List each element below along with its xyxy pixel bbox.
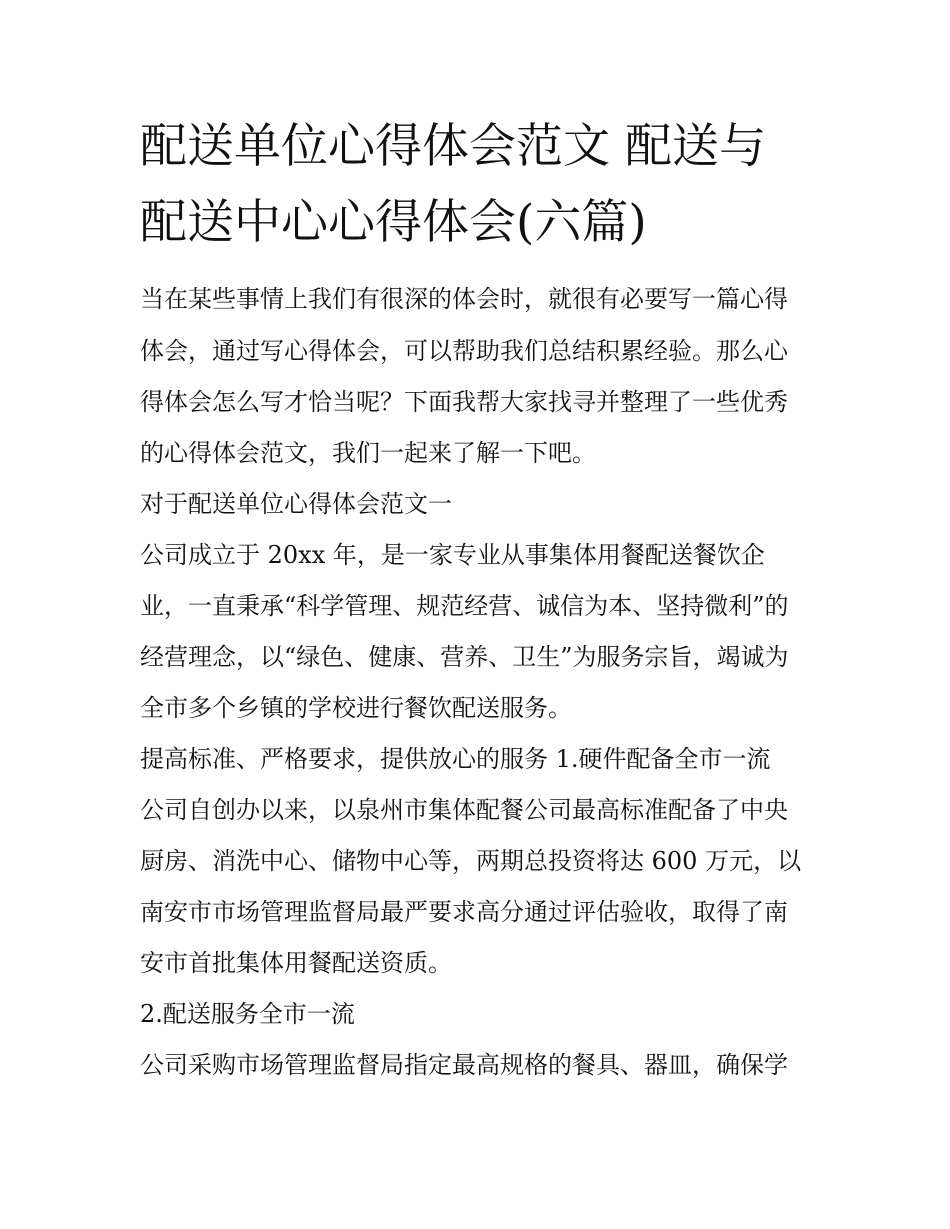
body-line: 当在某些事情上我们有很深的体会时，就很有必要写一篇心得 — [140, 285, 788, 313]
section-heading: 提高标准、严格要求，提供放心的服务 1.硬件配备全市一流 — [140, 745, 771, 773]
section-heading: 对于配送单位心得体会范文一 — [140, 490, 452, 518]
body-line: 业，一直秉承“科学管理、规范经营、诚信为本、坚持微利”的 — [140, 592, 789, 620]
document-title-line-1: 配送单位心得体会范文 配送与 — [140, 119, 766, 174]
document-title-line-2: 配送中心心得体会(六篇) — [140, 195, 647, 250]
body-line: 公司成立于 20xx 年，是一家专业从事集体用餐配送餐饮企 — [140, 541, 765, 569]
body-line: 公司自创办以来，以泉州市集体配餐公司最高标准配备了中央 — [140, 796, 788, 824]
body-line: 全市多个乡镇的学校进行餐饮配送服务。 — [140, 694, 572, 722]
body-line: 厨房、消洗中心、储物中心等，两期总投资将达 600 万元，以 — [140, 847, 802, 875]
body-line: 得体会怎么写才恰当呢？下面我帮大家找寻并整理了一些优秀 — [140, 388, 788, 416]
body-line: 南安市市场管理监督局最严要求高分通过评估验收，取得了南 — [140, 898, 788, 926]
body-line: 的心得体会范文，我们一起来了解一下吧。 — [140, 439, 596, 467]
body-line: 公司采购市场管理监督局指定最高规格的餐具、器皿，确保学 — [140, 1051, 788, 1079]
body-line: 安市首批集体用餐配送资质。 — [140, 949, 452, 977]
body-line: 体会，通过写心得体会，可以帮助我们总结积累经验。那么心 — [140, 337, 788, 365]
section-heading: 2.配送服务全市一流 — [140, 1000, 355, 1028]
body-line: 经营理念，以“绿色、健康、营养、卫生”为服务宗旨，竭诚为 — [140, 643, 789, 671]
